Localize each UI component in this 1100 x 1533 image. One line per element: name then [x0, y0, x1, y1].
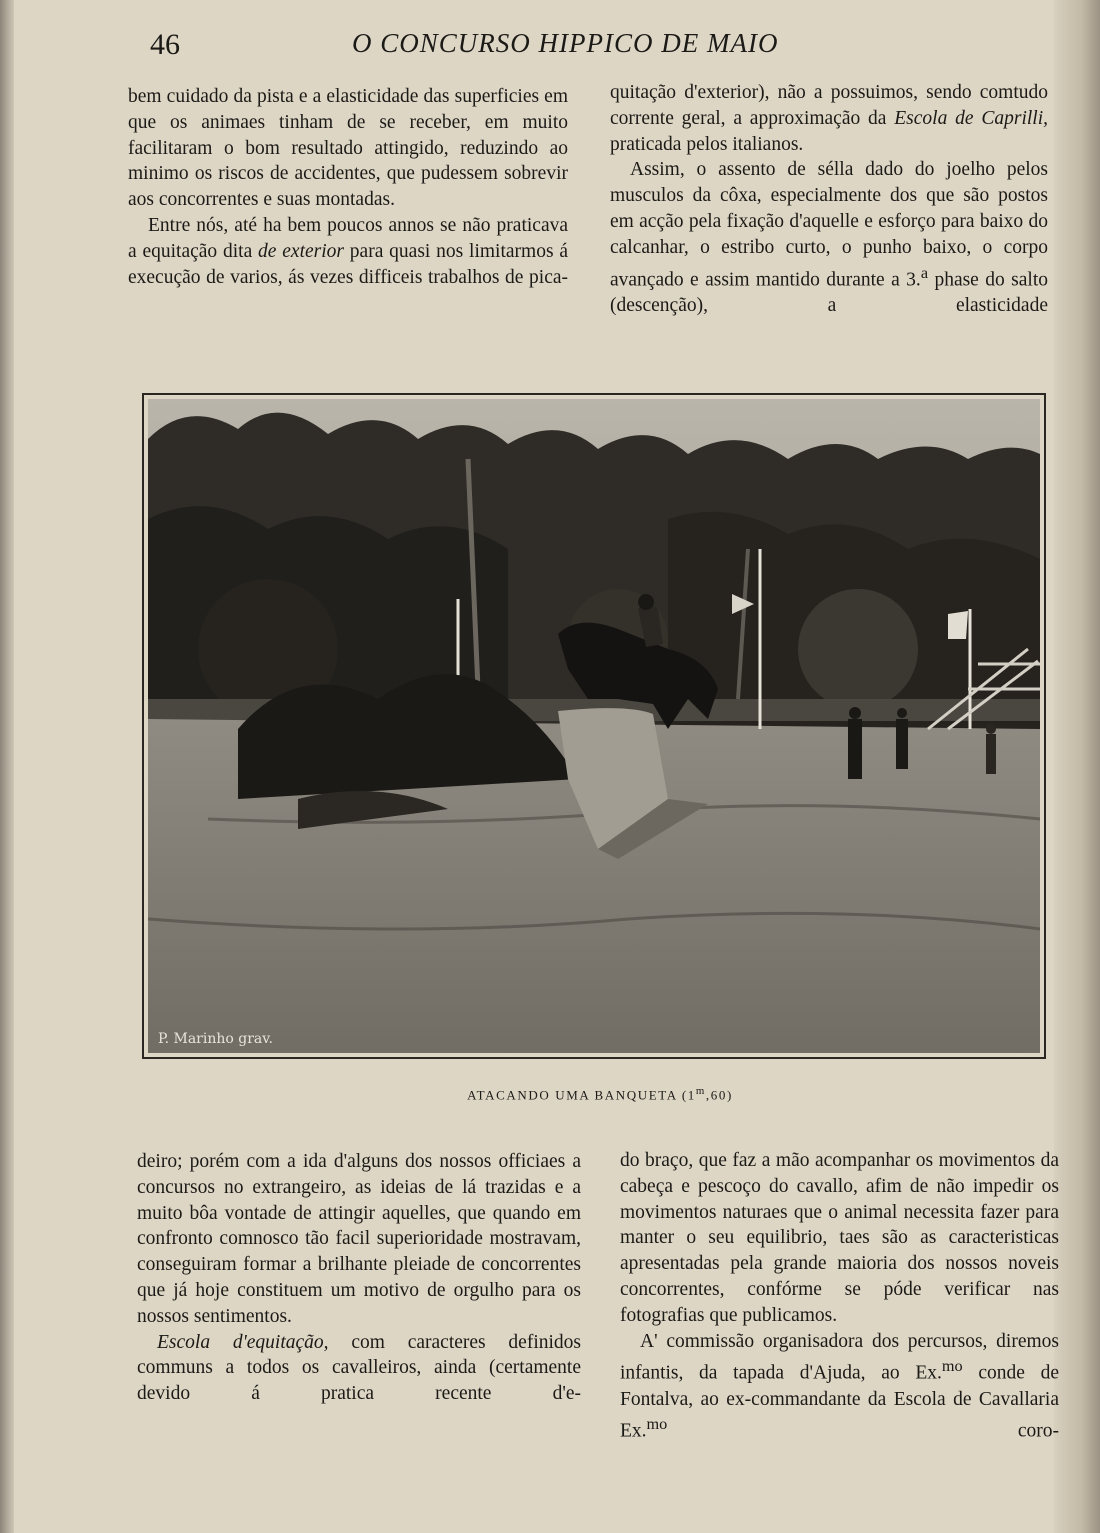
column-bottom-right — [620, 1148, 1059, 1445]
page-edge-right — [1054, 0, 1100, 1533]
engraver-signature: P. Marinho grav. — [158, 1031, 273, 1047]
paragraph: deiro; porém com a ida d'alguns dos nossos officiaes a concursos no extrangeiro, as ideias de lá trazidas e a muito bôa vontade de attingir aquelles, que quando em confronto comnosco tão facil superioridade mostravam, conseguiram formar a brilhante pleiade de concorrentes que já hoje constituem um motivo de orgulho para os nossos sentimentos. — [137, 1151, 581, 1327]
paragraph: bem cuidado da pista e a elasticidade das superficies em que os animaes tinham de se receber, em muito facilitaram o bom resultado attingido, reduzindo ao minimo os riscos de accidentes, que pudessem sobrevir aos concorrentes e suas montadas. — [128, 86, 568, 211]
column-top-left — [128, 84, 568, 290]
paragraph: quitação d'exterior), não a possuimos, sendo comtudo corrente geral, a approximação da Escola de Caprilli, praticada pelos italianos. — [610, 82, 1048, 155]
paragraph: Entre nós, até ha bem poucos annos se não praticava a equitação dita de exterior para quasi nos limitarmos á execução de varios, ás vezes difficeis trabalhos de pica- — [128, 214, 569, 288]
page-edge-left — [0, 0, 14, 1533]
page-header — [0, 24, 1100, 64]
column-top-right — [610, 80, 1048, 319]
paragraph: Assim, o assento de séllа dado do joelho pelos musculos da côxa, especialmente dos que são postos em acção pela fixação d'aquelle e esforço para baixo do calcanhar, o estribo curto, o punho baixo, o corpo avançado e assim mantido durante a 3.$^a$ phase do salto (descenção), a elasticidade — [610, 159, 1048, 316]
photo-caption: ATACANDO UMA BANQUETA (1$^m$,60) — [467, 1085, 733, 1103]
paragraph: A' commissão organisadora dos percursos, diremos infantis, da tapada d'Ajuda, ao Ex.$^{mo}$ conde de Fontalva, ao ex-commandante da Escola de Cavallaria Ex.$^{mo}$ coro- — [620, 1330, 1059, 1442]
column-bottom-left — [137, 1149, 581, 1407]
paragraph: do braço, que faz a mão acompanhar os movimentos da cabeça e pescoço do cavallo, afim de não impedir os movimentos naturaes que o animal necessita fazer para manter o seu equilibrio, taes são as caracteristicas apresentadas pela grande maioria dos nossos noveis concorrentes, confórme se póde verificar nas fotografias que publicamos. — [620, 1150, 1059, 1326]
page-number: 46 — [150, 28, 180, 61]
photograph-frame — [142, 393, 1046, 1059]
running-title: O CONCURSO HIPPICO DE MAIO — [352, 28, 779, 58]
paragraph: Escola d'equitação, com caracteres definidos communs a todos os cavalleiros, ainda (certamente devido á pratica recente d'e- — [137, 1331, 581, 1405]
photograph-horse-jump — [148, 399, 1040, 1053]
